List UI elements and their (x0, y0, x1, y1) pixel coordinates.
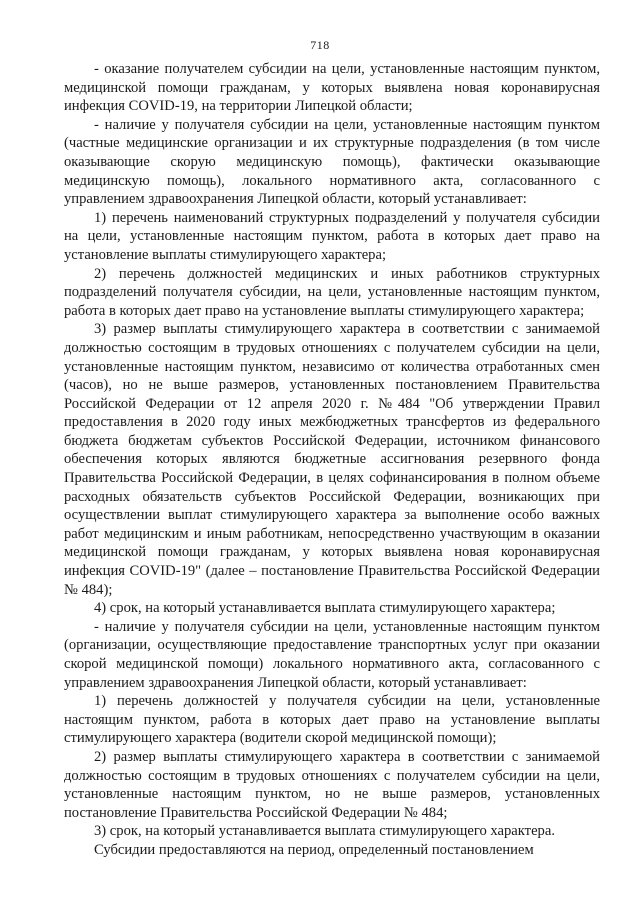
paragraph-private-clinics-act: - наличие у получателя субсидии на цели, установленные настоящим пунктом (частные медицинские организации и их структурные подразделения (в том числе оказывающие скорую медицинскую помощь), фактически оказывающие медицинскую помощь), локального нормативного акта, согласованного с управлением здравоохранения Липецкой области, который устанавливает: (64, 116, 600, 208)
paragraph-drivers-list: 1) перечень должностей у получателя субсидии на цели, установленные настоящим пунктом, работа в которых дает право на установление выплаты стимулирующего характера (водители скорой медицинской помощи); (64, 693, 600, 747)
paragraph-units-list: 1) перечень наименований структурных подразделений у получателя субсидии на цели, установленные настоящим пунктом, работа в которых дает право на установление выплаты стимулирующего характера; (64, 209, 600, 263)
page-number: 718 (310, 38, 330, 52)
paragraph-payment-term: 4) срок, на который устанавливается выплата стимулирующего характера; (94, 600, 556, 617)
paragraph-drivers-payment-term: 3) срок, на который устанавливается выплата стимулирующего характера. (94, 823, 555, 840)
paragraph-covid-care: - оказание получателем субсидии на цели, установленные настоящим пунктом, медицинской помощи гражданам, у которых выявлена новая коронавирусная инфекция COVID-19, на территории Липецкой области; (64, 61, 600, 115)
paragraph-drivers-payment-size: 2) размер выплаты стимулирующего характера в соответствии с занимаемой должностью состоящим в трудовых отношениях с получателем субсидии на цели, установленные настоящим пунктом, но не выше размеров, установленных постановление Правительства Российской Федерации № 484; (64, 748, 600, 821)
paragraph-payment-size: 3) размер выплаты стимулирующего характера в соответствии с занимаемой должностью состоящим в трудовых отношениях с получателем субсидии на цели, установленные настоящим пунктом, независимо от количества отработанных смен (часов), но не выше размеров, установленных постановлением Правительства Российской Федерации от 12 апреля 2020 г. №484 "Об утверждении Правил предоставления в 2020 году иных межбюджетных трансфертов из федерального бюджета бюджетам субъектов Российской Федерации, источником финансового обеспечения которых являются бюджетные ассигнования резервного фонда Правительства Российской Федерации, в целях софинансирования в полном объеме расходных обязательств субъектов Российской Федерации, возникающих при осуществлении выплат стимулирующего характера за выполнение особо важных работ медицинским и иным работникам, непосредственно участвующим в оказании медицинской помощи гражданам, у которых выявлена новая коронавирусная инфекция COVID-19" (далее – постановление Правительства Российской Федерации № 484); (64, 321, 600, 598)
paragraph-subsidy-period: Субсидии предоставляются на период, определенный постановлением (94, 841, 534, 858)
document-body (64, 60, 600, 860)
paragraph-transport-act: - наличие у получателя субсидии на цели, установленные настоящим пунктом (организации, осуществляющие предоставление транспортных услуг при оказании скорой медицинской помощи) локального нормативного акта, согласованного с управлением здравоохранения Липецкой области, который устанавливает: (64, 618, 600, 691)
paragraph-positions-list: 2) перечень должностей медицинских и иных работников структурных подразделений получателя субсидии, на цели, установленные настоящим пунктом, работа в которых дает право на установление выплаты стимулирующего характера; (64, 265, 600, 319)
